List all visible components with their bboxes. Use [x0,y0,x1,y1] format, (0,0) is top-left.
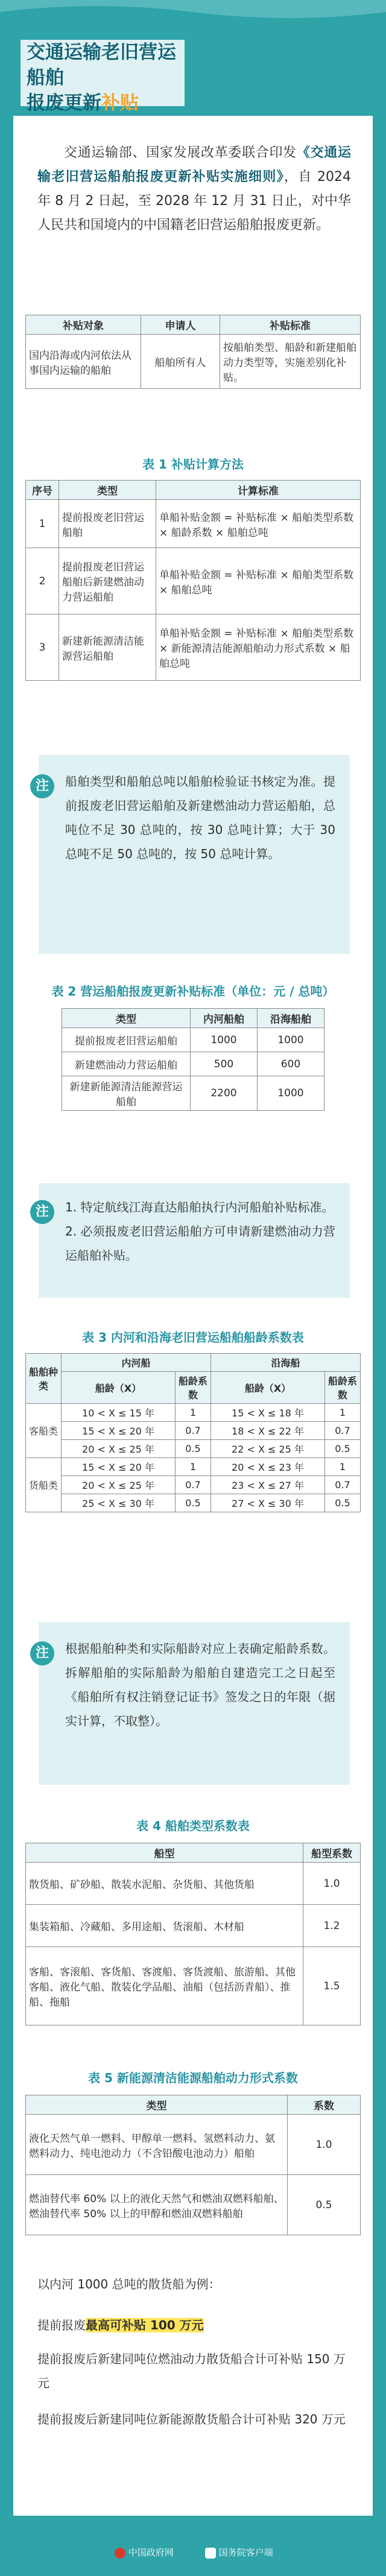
table-header: 内河船 [62,1354,211,1372]
table-cell: 提前报废老旧营运船舶后新建燃油动力营运船舶 [59,548,156,614]
table-row [26,548,361,614]
table-header: 类型 [26,2095,288,2115]
table-row [26,335,361,389]
table1-title: 表 1 补贴计算方法 [142,457,244,472]
table2-title: 表 2 营运船舶报废更新补贴标准（单位：元 / 总吨） [51,984,335,999]
table-cell: 提前报废老旧营运船舶 [62,1028,191,1052]
table-cell: 1 [176,1404,211,1422]
table-header: 类型 [59,481,156,500]
table-cell: 新建燃油动力营运船舶 [62,1052,191,1076]
intro-post: ，自 2024 年 8 月 2 日起，至 2028 年 12 月 31 日止，对中华人民共和国境内的中国籍老旧营运船舶报废更新。 [37,169,351,233]
note-3 [35,1622,350,1785]
table-cell: 单船补贴金额 = 补贴标准 × 船舶类型系数 × 船舶总吨 [156,548,361,614]
ship-type-coefficient-table [25,1843,361,2025]
power-form-coefficient-table [25,2095,361,2235]
example-line-2: 提前报废后新建同吨位燃油动力散货船合计可补贴 150 万元 [37,2352,346,2390]
table-header: 船龄系数 [176,1372,211,1404]
table-cell: 20 < X ≤ 25 年 [62,1440,176,1458]
table-header: 沿海船舶 [258,1009,324,1028]
note-text: 根据船舶种类和实际船龄对应上表确定船龄系数。拆解船舶的实际船龄为船舶自建造完工之日起至《船舶所有权注销登记证书》签发之日的年限（据实计算，不取整）。 [65,1641,335,1728]
note-text: 船舶类型和船舶总吨以船舶检验证书核定为准。提前报废老旧营运船舶及新建燃油动力营运船舶，总吨位不足 30 总吨的，按 30 总吨计算；大于 30 总吨不足 50 总吨的，按 50 总吨计算。 [65,774,335,861]
ship-age-coefficient-table [25,1353,361,1512]
example-highlight: 最高可补贴 100 万元 [86,2318,204,2332]
table-cell: 液化天然气单一燃料、甲醇单一燃料、氢燃料动力、氨燃料动力、纯电池动力（不含铅酸电池动力）船舶 [26,2115,288,2175]
table-cell: 0.5 [325,1440,361,1458]
note-badge-icon: 注 [30,1641,54,1665]
table-header: 船龄系数 [325,1372,361,1404]
table-header: 船型 [26,1843,303,1863]
table-cell: 0.7 [325,1422,361,1440]
app-icon [205,2548,216,2559]
table5-title: 表 5 新能源清洁能源船舶动力形式系数 [88,2071,298,2085]
table-cell: 0.5 [325,1494,361,1512]
table-row [26,2175,361,2235]
example-line-1 [37,2316,204,2333]
table-row [26,2115,361,2175]
table-header: 类型 [62,1009,191,1028]
title-line-1: 交通运输老旧营运船舶 [27,42,176,89]
table-row [26,1404,361,1422]
table-row [26,1422,361,1440]
header [0,0,386,115]
example-lead: 以内河 1000 总吨的散货船为例： [37,2277,221,2291]
table-cell: 新建新能源清洁能源营运船舶 [62,1076,191,1111]
intro-pre: 交通运输部、国家发展改革委联合印发 [64,145,297,160]
table-cell: 0.5 [176,1494,211,1512]
subsidy-overview-table [25,315,361,389]
table-cell: 18 < X ≤ 22 年 [211,1422,325,1440]
table-header: 补贴对象 [26,315,141,335]
table-row [62,1028,324,1052]
intro-paragraph [37,141,351,238]
table-cell: 散货船、矿砂船、散装水泥船、杂货船、其他货船 [26,1863,303,1905]
table-cell: 提前报废老旧营运船舶 [59,500,156,548]
title-highlight: 补贴 [101,92,139,114]
table-header: 申请人 [141,315,220,335]
table-cell: 燃油替代率 60% 以上的液化天然气和燃油双燃料船舶、燃油替代率 50% 以上的甲醇和燃油双燃料船舶 [26,2175,288,2235]
table-header: 沿海船 [211,1354,361,1372]
table-cell: 25 < X ≤ 30 年 [62,1494,176,1512]
table-cell: 3 [26,614,59,681]
gov-logo [115,2546,174,2559]
table-cell: 15 < X ≤ 18 年 [211,1404,325,1422]
table-cell: 1.0 [303,1863,361,1905]
content-card [13,116,373,2516]
table-cell: 2200 [191,1076,258,1111]
note-badge-icon: 注 [30,1200,54,1224]
table-row [26,1863,361,1905]
table-cell: 1 [325,1458,361,1476]
table-cell: 1.0 [288,2115,361,2175]
table-cell: 集装箱船、冷藏船、多用途船、货滚船、木材船 [26,1905,303,1947]
table-cell: 0.7 [176,1422,211,1440]
table-cell: 1 [176,1458,211,1476]
table-cell: 2 [26,548,59,614]
table-header: 序号 [26,481,59,500]
table-cell: 500 [191,1052,258,1076]
table-row [62,1052,324,1076]
table-cell: 1000 [258,1076,324,1111]
table-cell: 27 < X ≤ 30 年 [211,1494,325,1512]
note-item: 2. 必须报废老旧营运船舶方可申请新建燃油动力营运船舶补贴。 [65,1224,335,1263]
table-row [26,1440,361,1458]
table-cell: 15 < X ≤ 20 年 [62,1422,176,1440]
table-row [26,1905,361,1947]
note-1 [35,755,350,954]
table4-title: 表 4 船舶类型系数表 [136,1819,250,1833]
table-row [26,614,361,681]
table-header: 补贴标准 [220,315,361,335]
table-cell: 货船类 [26,1458,62,1512]
table-header: 系数 [288,2095,361,2115]
table-cell: 0.5 [176,1440,211,1458]
app-logo-label: 国务院客户端 [218,2547,273,2558]
table-cell: 客船、客滚船、客货船、客渡船、客货渡船、旅游船、其他客船、液化气船、散装化学品船、油船（包括沥青船）、推船、拖船 [26,1947,303,2025]
table-cell: 20 < X ≤ 23 年 [211,1458,325,1476]
emblem-icon [115,2548,125,2559]
table-cell: 客船类 [26,1404,62,1458]
intro-doc-title: 《交通运输老旧营运船舶报废更新补贴实施细则》 [37,145,351,185]
table-cell: 0.7 [176,1476,211,1494]
table-row [26,1458,361,1476]
table-row [26,1947,361,2025]
title-line-2 [21,90,185,116]
note-badge-icon: 注 [30,774,54,798]
table-cell: 20 < X ≤ 25 年 [62,1476,176,1494]
table-cell: 1 [325,1404,361,1422]
table-header: 船龄（X） [62,1372,176,1404]
table-row [26,500,361,548]
table-cell: 按船舶类型、船龄和新建船舶动力类型等，实施差别化补贴。 [220,335,361,389]
table-cell: 15 < X ≤ 20 年 [62,1458,176,1476]
table-cell: 新建新能源清洁能源营运船舶 [59,614,156,681]
note-2 [35,1183,350,1298]
table-header: 船舶种类 [26,1354,62,1404]
table-cell: 23 < X ≤ 27 年 [211,1476,325,1494]
table-cell: 1000 [258,1028,324,1052]
table-header: 船龄（X） [211,1372,325,1404]
decorative-wave-icon [0,0,386,36]
footer [0,2516,386,2576]
table3-title: 表 3 内河和沿海老旧营运船舶船龄系数表 [82,1330,304,1345]
table-row [26,1494,361,1512]
table-row [62,1076,324,1111]
app-logo [205,2546,273,2559]
title-line-2-text: 报废更新 [27,92,101,114]
note-item: 1. 特定航线江海直达船舶执行内河船舶补贴标准。 [65,1200,334,1214]
table-cell: 单船补贴金额 = 补贴标准 × 船舶类型系数 × 船龄系数 × 船舶总吨 [156,500,361,548]
table-cell: 单船补贴金额 = 补贴标准 × 船舶类型系数 × 新能源清洁能源船舶动力形式系数 × 船舶总吨 [156,614,361,681]
table-cell: 22 < X ≤ 25 年 [211,1440,325,1458]
table-cell: 1.2 [303,1905,361,1947]
table-cell: 1 [26,500,59,548]
table-cell: 1000 [191,1028,258,1052]
calculation-method-table [25,480,361,681]
table-header: 内河船舶 [191,1009,258,1028]
subsidy-standard-table [62,1008,324,1111]
page-title [21,40,185,114]
table-cell: 0.7 [325,1476,361,1494]
table-row [26,1476,361,1494]
gov-logo-label: 中国政府网 [128,2547,174,2558]
example-line-1-text: 提前报废 [37,2318,86,2332]
table-cell: 船舶所有人 [141,335,220,389]
table-cell: 10 < X ≤ 15 年 [62,1404,176,1422]
table-cell: 1.5 [303,1947,361,2025]
table-cell: 600 [258,1052,324,1076]
table-cell: 国内沿海或内河依法从事国内运输的船舶 [26,335,141,389]
table-cell: 0.5 [288,2175,361,2235]
table-header: 船型系数 [303,1843,361,1863]
table-header: 计算标准 [156,481,361,500]
example-line-3: 提前报废后新建同吨位新能源散货船合计可补贴 320 万元 [37,2412,346,2426]
